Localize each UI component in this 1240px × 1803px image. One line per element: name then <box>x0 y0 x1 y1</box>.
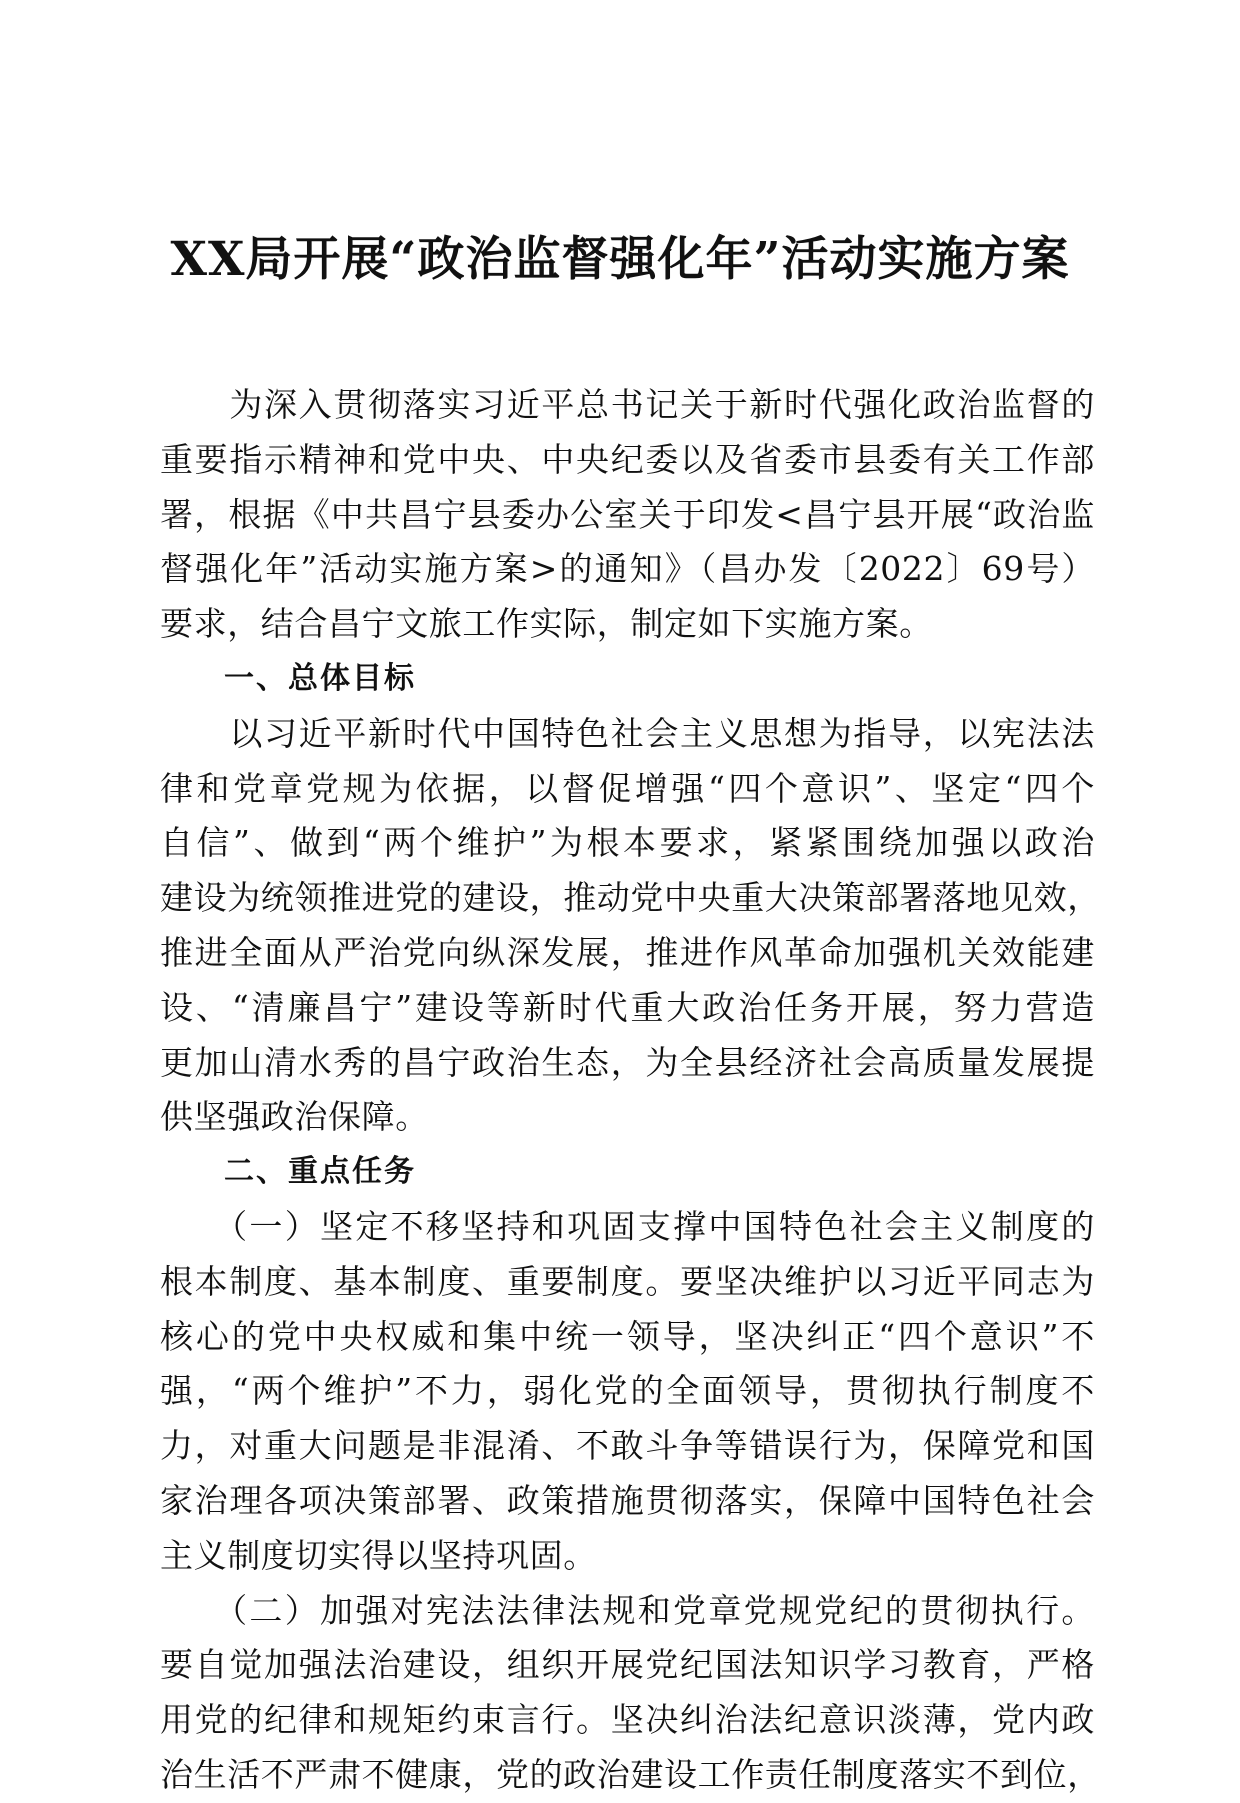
text-line: 更加山清水秀的昌宁政治生态，为全县经济社会高质量发展提 <box>160 1042 1095 1082</box>
document-body <box>160 378 1101 1803</box>
text-line: 要自觉加强法治建设，组织开展党纪国法知识学习教育，严格 <box>160 1645 1095 1685</box>
text-line: 自信”、做到“两个维护”为根本要求，紧紧围绕加强以政治 <box>160 823 1095 863</box>
section-heading-key-tasks: 二、重点任务 <box>160 1154 416 1190</box>
text-line: 重要指示精神和党中央、中央纪委以及省委市县委有关工作部 <box>160 439 1095 479</box>
text-line: 强，“两个维护”不力，弱化党的全面领导，贯彻执行制度不 <box>160 1371 1095 1411</box>
text-line: 督强化年”活动实施方案>的通知》（昌办发〔2022〕69号） <box>160 549 1095 589</box>
text-line: 要求，结合昌宁文旅工作实际，制定如下实施方案。 <box>160 604 933 644</box>
text-line: （二）加强对宪法法律法规和党章党规党纪的贯彻执行。 <box>160 1590 1095 1630</box>
text-line: 以习近平新时代中国特色社会主义思想为指导，以宪法法 <box>160 713 1095 753</box>
text-line: 建设为统领推进党的建设，推动党中央重大决策部署落地见效， <box>160 878 1101 918</box>
text-line: （一）坚定不移坚持和巩固支撑中国特色社会主义制度的 <box>160 1206 1095 1246</box>
document-title: XX局开展“政治监督强化年”活动实施方案 <box>170 232 1070 287</box>
text-line: 推进全面从严治党向纵深发展，推进作风革命加强机关效能建 <box>160 932 1095 972</box>
section-paragraph <box>160 707 1101 1145</box>
text-line: 设、“清廉昌宁”建设等新时代重大政治任务开展，努力营造 <box>160 987 1095 1027</box>
text-line: 供坚强政治保障。 <box>160 1097 429 1137</box>
text-line: 力，对重大问题是非混淆、不敢斗争等错误行为，保障党和国 <box>160 1426 1095 1466</box>
task-item-2 <box>160 1584 1101 1803</box>
text-line: 家治理各项决策部署、政策措施贯彻落实，保障中国特色社会 <box>160 1480 1095 1520</box>
text-line: 律和党章党规为依据，以督促增强“四个意识”、坚定“四个 <box>160 768 1095 808</box>
text-line: 根本制度、基本制度、重要制度。要坚决维护以习近平同志为 <box>160 1261 1095 1301</box>
intro-paragraph <box>160 378 1095 652</box>
text-line: 用党的纪律和规矩约束言行。坚决纠治法纪意识淡薄，党内政 <box>160 1700 1095 1740</box>
text-line: 主义制度切实得以坚持巩固。 <box>160 1535 597 1575</box>
section-heading-overall-goal: 一、总体目标 <box>160 660 416 696</box>
text-line: 治生活不严肃不健康，党的政治建设工作责任制度落实不到位， <box>160 1754 1101 1794</box>
text-line: 署，根据《中共昌宁县委办公室关于印发<昌宁县开展“政治监 <box>160 494 1095 534</box>
text-line: 核心的党中央权威和集中统一领导，坚决纠正“四个意识”不 <box>160 1316 1095 1356</box>
task-item-1 <box>160 1200 1095 1584</box>
text-line: 为深入贯彻落实习近平总书记关于新时代强化政治监督的 <box>160 385 1095 424</box>
